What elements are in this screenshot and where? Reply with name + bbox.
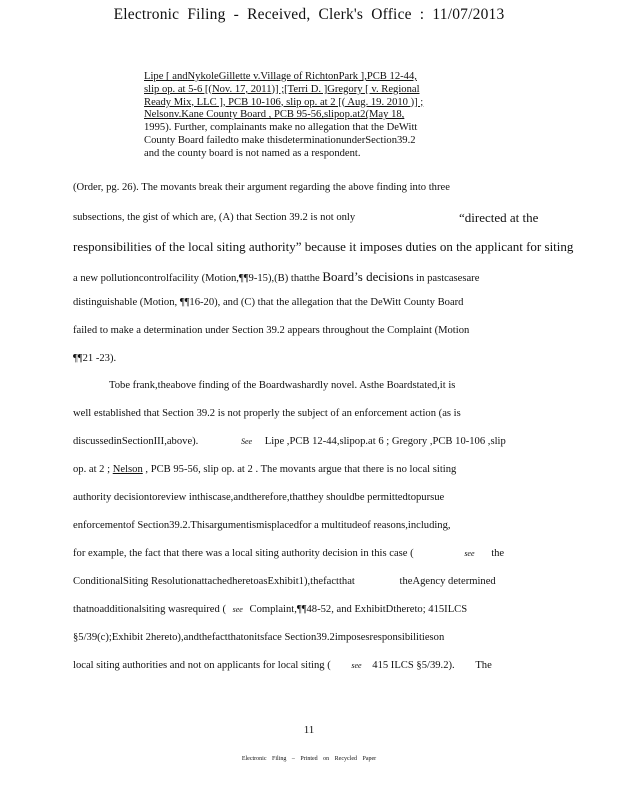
see-signal: See xyxy=(240,437,253,446)
body-line xyxy=(73,464,456,475)
block-quote-line: County Board failedto make thisdeterminationunderSection39.2 xyxy=(144,134,416,146)
body-segment: a new pollutioncontrolfacility (Motion,¶¶9-15),(B) thatthe xyxy=(73,273,320,284)
body-segment: local siting authorities and not on applicants for local siting ( xyxy=(73,660,331,671)
body-segment: s in pastcasesare xyxy=(409,273,480,284)
body-line: enforcementof Section39.2.Thisargumentismisplacedfor a multitudeof reasons,including, xyxy=(73,520,451,531)
block-quote-line: slip op. at 5-6 [(Nov. 17, 2011)] ;[Terri D. ]Gregory [ v. Regional xyxy=(144,83,420,95)
body-line: well established that Section 39.2 is not properly the subject of an enforcement action (as is xyxy=(73,408,461,419)
body-line-responsibilities: responsibilities of the local siting authority” because it imposes duties on the applicant for siting xyxy=(73,239,574,254)
body-segment: the xyxy=(491,548,505,559)
block-quote-line: and the county board is not named as a respondent. xyxy=(144,147,361,159)
body-line: §5/39(c);Exhibit 2hereto),andthefactthatonitsface Section39.2imposesresponsibilitieson xyxy=(73,632,445,643)
see-signal: see xyxy=(351,661,362,670)
body-segment: The xyxy=(475,660,492,671)
body-segment: discussedinSectionIII,above). xyxy=(73,436,199,447)
body-line: failed to make a determination under Section 39.2 appears throughout the Complaint (Motion xyxy=(73,325,470,336)
nelson-citation: Nelson xyxy=(112,464,143,475)
body-line xyxy=(73,436,506,447)
body-segment: ConditionalSiting ResolutionattachedheretoasExhibit1),thefactthat xyxy=(73,576,355,587)
body-line: distinguishable (Motion, ¶¶16-20), and (C) that the allegation that the DeWitt County Board xyxy=(73,297,464,308)
block-quote-citation xyxy=(144,71,504,161)
body-line xyxy=(73,660,492,671)
body-segment: Lipe ,PCB 12-44,slipop.at 6 ; Gregory ,PCB 10-106 ,slip xyxy=(264,436,506,447)
body-line-quote-start: “directed at the xyxy=(459,210,539,225)
block-quote-line: 1995). Further, complainants make no allegation that the DeWitt xyxy=(144,122,418,134)
body-segment: Complaint,¶¶48-52, and ExhibitDthereto; 415ILCS xyxy=(249,604,468,615)
clerk-filing-header: Electronic Filing - Received, Clerk's Office : 11/07/2013 xyxy=(113,6,505,23)
see-signal: see xyxy=(464,549,475,558)
board-decision-text: Board’s decision xyxy=(322,269,410,284)
body-line xyxy=(73,269,479,285)
body-line: (Order, pg. 26). The movants break their argument regarding the above finding into three xyxy=(73,182,450,193)
page-number: 11 xyxy=(303,724,315,736)
block-quote-line: Ready Mix, LLC ], PCB 10-106, slip op. at 2 [( Aug. 19. 2010 )] ; xyxy=(144,96,424,108)
block-quote-line: Nelsonv.Kane County Board , PCB 95-56,slipop.at2(May 18, xyxy=(144,109,405,121)
body-line: subsections, the gist of which are, (A) that Section 39.2 is not only xyxy=(73,212,356,223)
body-segment: op. at 2 ; xyxy=(73,464,111,475)
paragraph-start: Tobe frank,theabove finding of the Boardwashardly novel. Asthe Boardstated,it is xyxy=(109,380,456,391)
body-segment: , PCB 95-56, slip op. at 2 . The movants argue that there is no local siting xyxy=(142,464,457,475)
body-line xyxy=(73,548,504,559)
body-segment: thatnoadditionalsiting wasrequired ( xyxy=(73,604,226,615)
block-quote-line: Lipe [ andNykoleGillette v.Village of RichtonPark ],PCB 12-44, xyxy=(144,71,417,82)
body-line xyxy=(73,576,496,587)
recycled-paper-footer: Electronic Filing – Printed on Recycled Paper xyxy=(241,756,377,762)
body-segment: for example, the fact that there was a local siting authority decision in this case ( xyxy=(73,548,414,559)
body-line: authority decisiontoreview inthiscase,andtherefore,thatthey shouldbe permittedtopursue xyxy=(73,492,445,503)
body-segment: 415 ILCS §5/39.2). xyxy=(372,660,455,671)
body-line xyxy=(73,604,467,615)
body-segment: theAgency determined xyxy=(399,576,496,587)
body-line: ¶¶21 -23). xyxy=(73,353,117,364)
see-signal: see xyxy=(232,605,243,614)
